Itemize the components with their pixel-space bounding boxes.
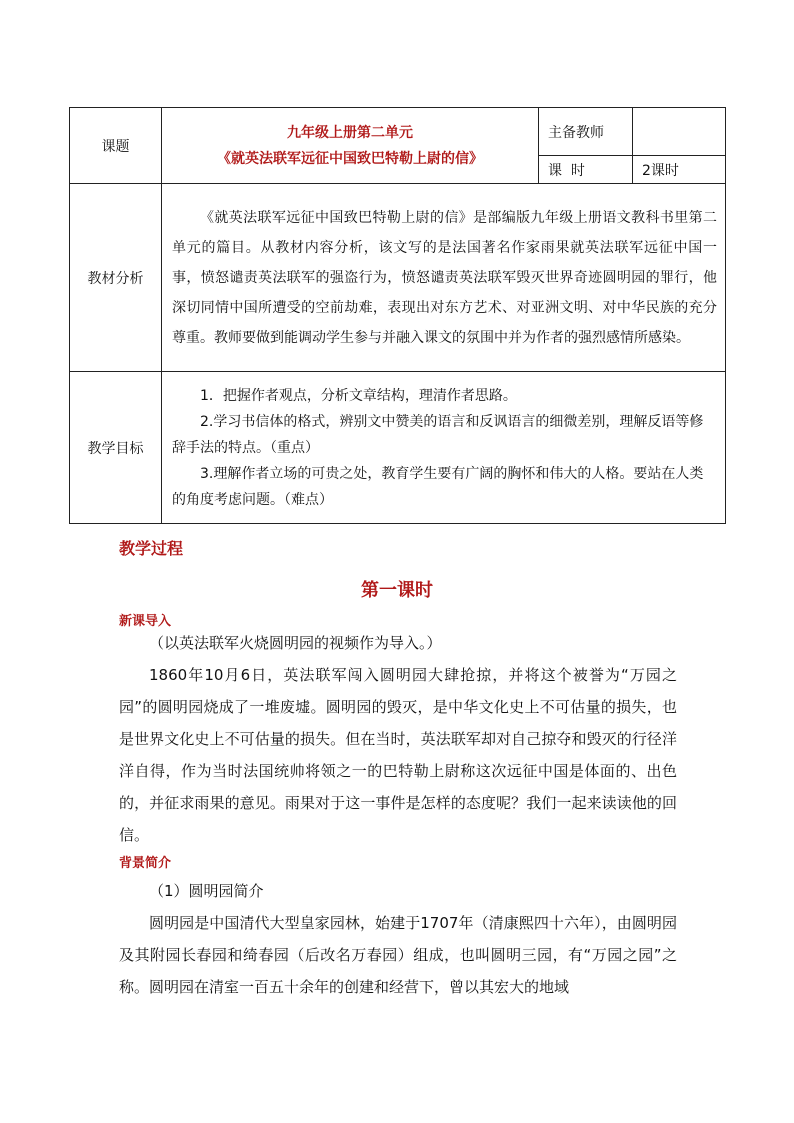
hours-label: 课 时 xyxy=(539,156,633,184)
analysis-text: 《就英法联军远征中国致巴特勒上尉的信》是部编版九年级上册语文教科书里第二单元的篇目。从教材内容分析，该文写的是法国著名作家雨果就英法联军远征中国一事，愤怒谴责英法联军的强盗行为，愤怒谴责英法联军毁灭世界奇迹圆明园的罪行，他深切同情中国所遭受的空前劫难，表现出对东方艺术、对亚洲文明、对中华民族的充分尊重。教师要做到能调动学生参与并融入课文的氛围中并为作者的强烈感情所感染。 xyxy=(172,209,717,346)
background-paragraph xyxy=(119,907,677,1003)
intro-paragraph-text: 1860年10月6日，英法联军闯入圆明园大肆抢掠，并将这个被誉为“万园之园”的圆明园烧成了一堆废墟。圆明园的毁灭，是中华文化史上不可估量的损失，也是世界文化史上不可估量的损失。但在当时，英法联军却对自己掠夺和毁灭的行径洋洋自得，作为当时法国统帅将领之一的巴特勒上尉称这次远征中国是体面的、出色的，并征求雨果的意见。雨果对于这一事件是怎样的态度呢？我们一起来读读他的回信。 xyxy=(119,666,677,844)
intro-note: （以英法联军火烧圆明园的视频作为导入。） xyxy=(149,634,442,652)
hours-value: 2课时 xyxy=(633,156,726,184)
teacher-label: 主备教师 xyxy=(539,108,633,156)
lesson-title-line1: 九年级上册第二单元 xyxy=(287,124,413,141)
lesson-title-line2: 《就英法联军远征中国致巴特勒上尉的信》 xyxy=(217,150,483,167)
analysis-cell xyxy=(162,184,726,372)
goals-cell xyxy=(162,372,726,524)
goal-item-1: 1．把握作者观点，分析文章结构，理清作者思路。 xyxy=(200,387,517,404)
teaching-process-heading: 教学过程 xyxy=(119,539,184,558)
lesson-plan-table xyxy=(69,107,726,524)
background-heading: 背景简介 xyxy=(119,856,172,871)
first-lesson-heading: 第一课时 xyxy=(361,580,433,601)
background-paragraph-text: 圆明园是中国清代大型皇家园林，始建于1707年（清康熙四十六年），由圆明园及其附园长春园和绮春园（后改名万春园）组成，也叫圆明三园，有“万园之园”之称。圆明园在清室一百五十余年的创建和经营下，曾以其宏大的地域 xyxy=(119,914,677,996)
lesson-title xyxy=(162,108,539,184)
goals-label: 教学目标 xyxy=(70,372,162,524)
intro-heading: 新课导入 xyxy=(119,614,172,629)
teacher-value xyxy=(633,108,726,156)
background-subheading: （1）圆明园简介 xyxy=(149,882,264,900)
analysis-label: 教材分析 xyxy=(70,184,162,372)
intro-paragraph xyxy=(119,659,677,851)
goal-item-3: 3.理解作者立场的可贵之处，教育学生要有广阔的胸怀和伟大的人格。要站在人类的角度考虑问题。（难点） xyxy=(172,465,704,508)
topic-label: 课题 xyxy=(70,108,162,184)
goal-item-2: 2.学习书信体的格式，辨别文中赞美的语言和反讽语言的细微差别，理解反语等修辞手法的特点。（重点） xyxy=(172,413,704,456)
